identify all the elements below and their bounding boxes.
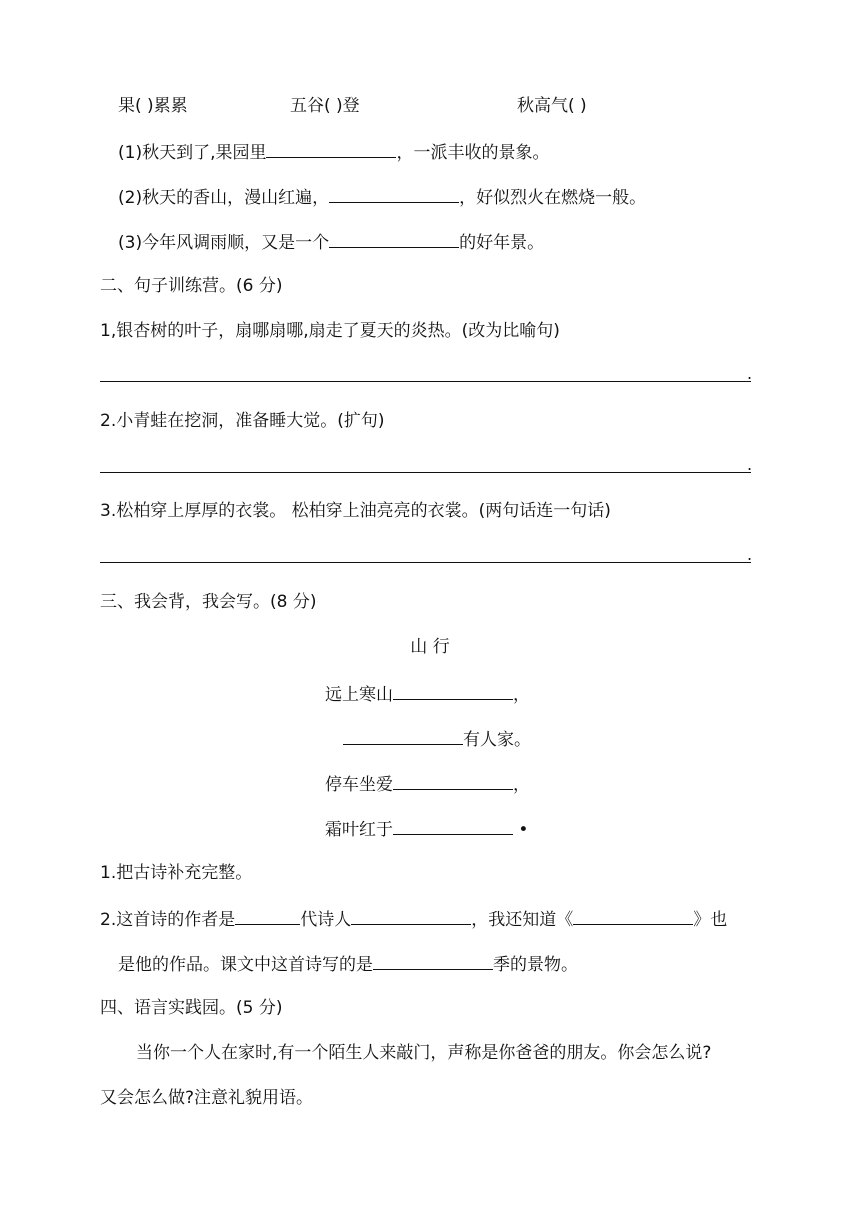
- section-3-question-2-cont: [118, 951, 578, 977]
- poem-line-1-after: ，: [513, 685, 530, 705]
- answer-line-1[interactable]: [100, 381, 751, 382]
- q2-part-f: 季的景物。: [493, 955, 578, 975]
- poem-line-4-before: 霜叶红于: [325, 820, 393, 840]
- poem-line-2: [343, 726, 531, 752]
- answer-line-2-end: .: [747, 455, 753, 474]
- poem-line-4-after: •: [513, 820, 529, 840]
- section-2-item-2: 2.小青蛙在挖洞，准备睡大觉。(扩句): [100, 411, 385, 431]
- poem-line-4: [325, 816, 528, 842]
- poem-line-3-before: 停车坐爱: [325, 775, 393, 795]
- section-2-item-1: 1,银杏树的叶子，扇哪扇哪,扇走了夏天的炎热。(改为比喻句): [100, 321, 560, 341]
- answer-line-1-end: .: [747, 364, 753, 383]
- fill-sentence-2-before: (2)秋天的香山，漫山红遍，: [118, 188, 330, 208]
- section-2-heading: 二、句子训练营。(6 分): [100, 276, 283, 296]
- answer-blank[interactable]: [373, 951, 493, 970]
- answer-blank[interactable]: [235, 906, 300, 925]
- answer-blank[interactable]: [393, 681, 513, 700]
- poem-line-1-before: 远上寒山: [325, 685, 393, 705]
- fill-sentence-2-after: ，好似烈火在燃烧一般。: [459, 188, 647, 208]
- fill-sentence-1-before: (1)秋天到了,果园里: [118, 143, 267, 163]
- answer-blank[interactable]: [393, 816, 513, 835]
- idiom-1: 果( )累累: [118, 96, 188, 116]
- q2-part-e: 是他的作品。课文中这首诗写的是: [118, 955, 373, 975]
- poem-line-3-after: ，: [513, 775, 530, 795]
- fill-sentence-3-before: (3)今年风调雨顺，又是一个: [118, 233, 330, 253]
- answer-blank[interactable]: [329, 229, 459, 248]
- fill-sentence-1-after: ，一派丰收的景象。: [396, 143, 550, 163]
- section-3-question-1: 1.把古诗补充完整。: [100, 863, 253, 883]
- idiom-3: 秋高气( ): [517, 96, 587, 116]
- answer-line-3-end: .: [747, 545, 753, 564]
- answer-blank[interactable]: [351, 906, 471, 925]
- idiom-2: 五谷( )登: [290, 96, 360, 116]
- answer-blank[interactable]: [329, 184, 459, 203]
- answer-blank[interactable]: [266, 139, 396, 158]
- poem-line-1: [325, 681, 530, 707]
- section-4-paragraph-line-2: 又会怎么做?注意礼貌用语。: [100, 1088, 314, 1108]
- section-3-heading: 三、我会背，我会写。(8 分): [100, 592, 317, 612]
- section-4-paragraph-line-1: 当你一个人在家时,有一个陌生人来敲门，声称是你爸爸的朋友。你会怎么说?: [136, 1043, 712, 1063]
- fill-sentence-1: [118, 139, 549, 165]
- section-2-item-3: 3.松柏穿上厚厚的衣裳。 松柏穿上油亮亮的衣裳。(两句话连一句话): [100, 501, 611, 521]
- answer-line-2[interactable]: [100, 472, 751, 473]
- section-4-heading: 四、语言实践园。(5 分): [100, 998, 283, 1018]
- answer-blank[interactable]: [343, 726, 463, 745]
- poem-line-2-after: 有人家。: [463, 730, 531, 750]
- answer-line-3[interactable]: [100, 562, 751, 563]
- poem-line-3: [325, 771, 530, 797]
- poem-title: 山 行: [410, 637, 450, 657]
- fill-sentence-3: [118, 229, 544, 255]
- section-3-question-2: [100, 906, 727, 932]
- fill-sentence-2: [118, 184, 646, 210]
- q2-part-d: 》也: [693, 910, 728, 930]
- fill-sentence-3-after: 的好年景。: [459, 233, 545, 253]
- q2-part-c: ，我还知道《: [471, 910, 574, 930]
- answer-blank[interactable]: [393, 771, 513, 790]
- q2-part-b: 代诗人: [300, 910, 352, 930]
- q2-part-a: 2.这首诗的作者是: [100, 910, 236, 930]
- answer-blank[interactable]: [573, 906, 693, 925]
